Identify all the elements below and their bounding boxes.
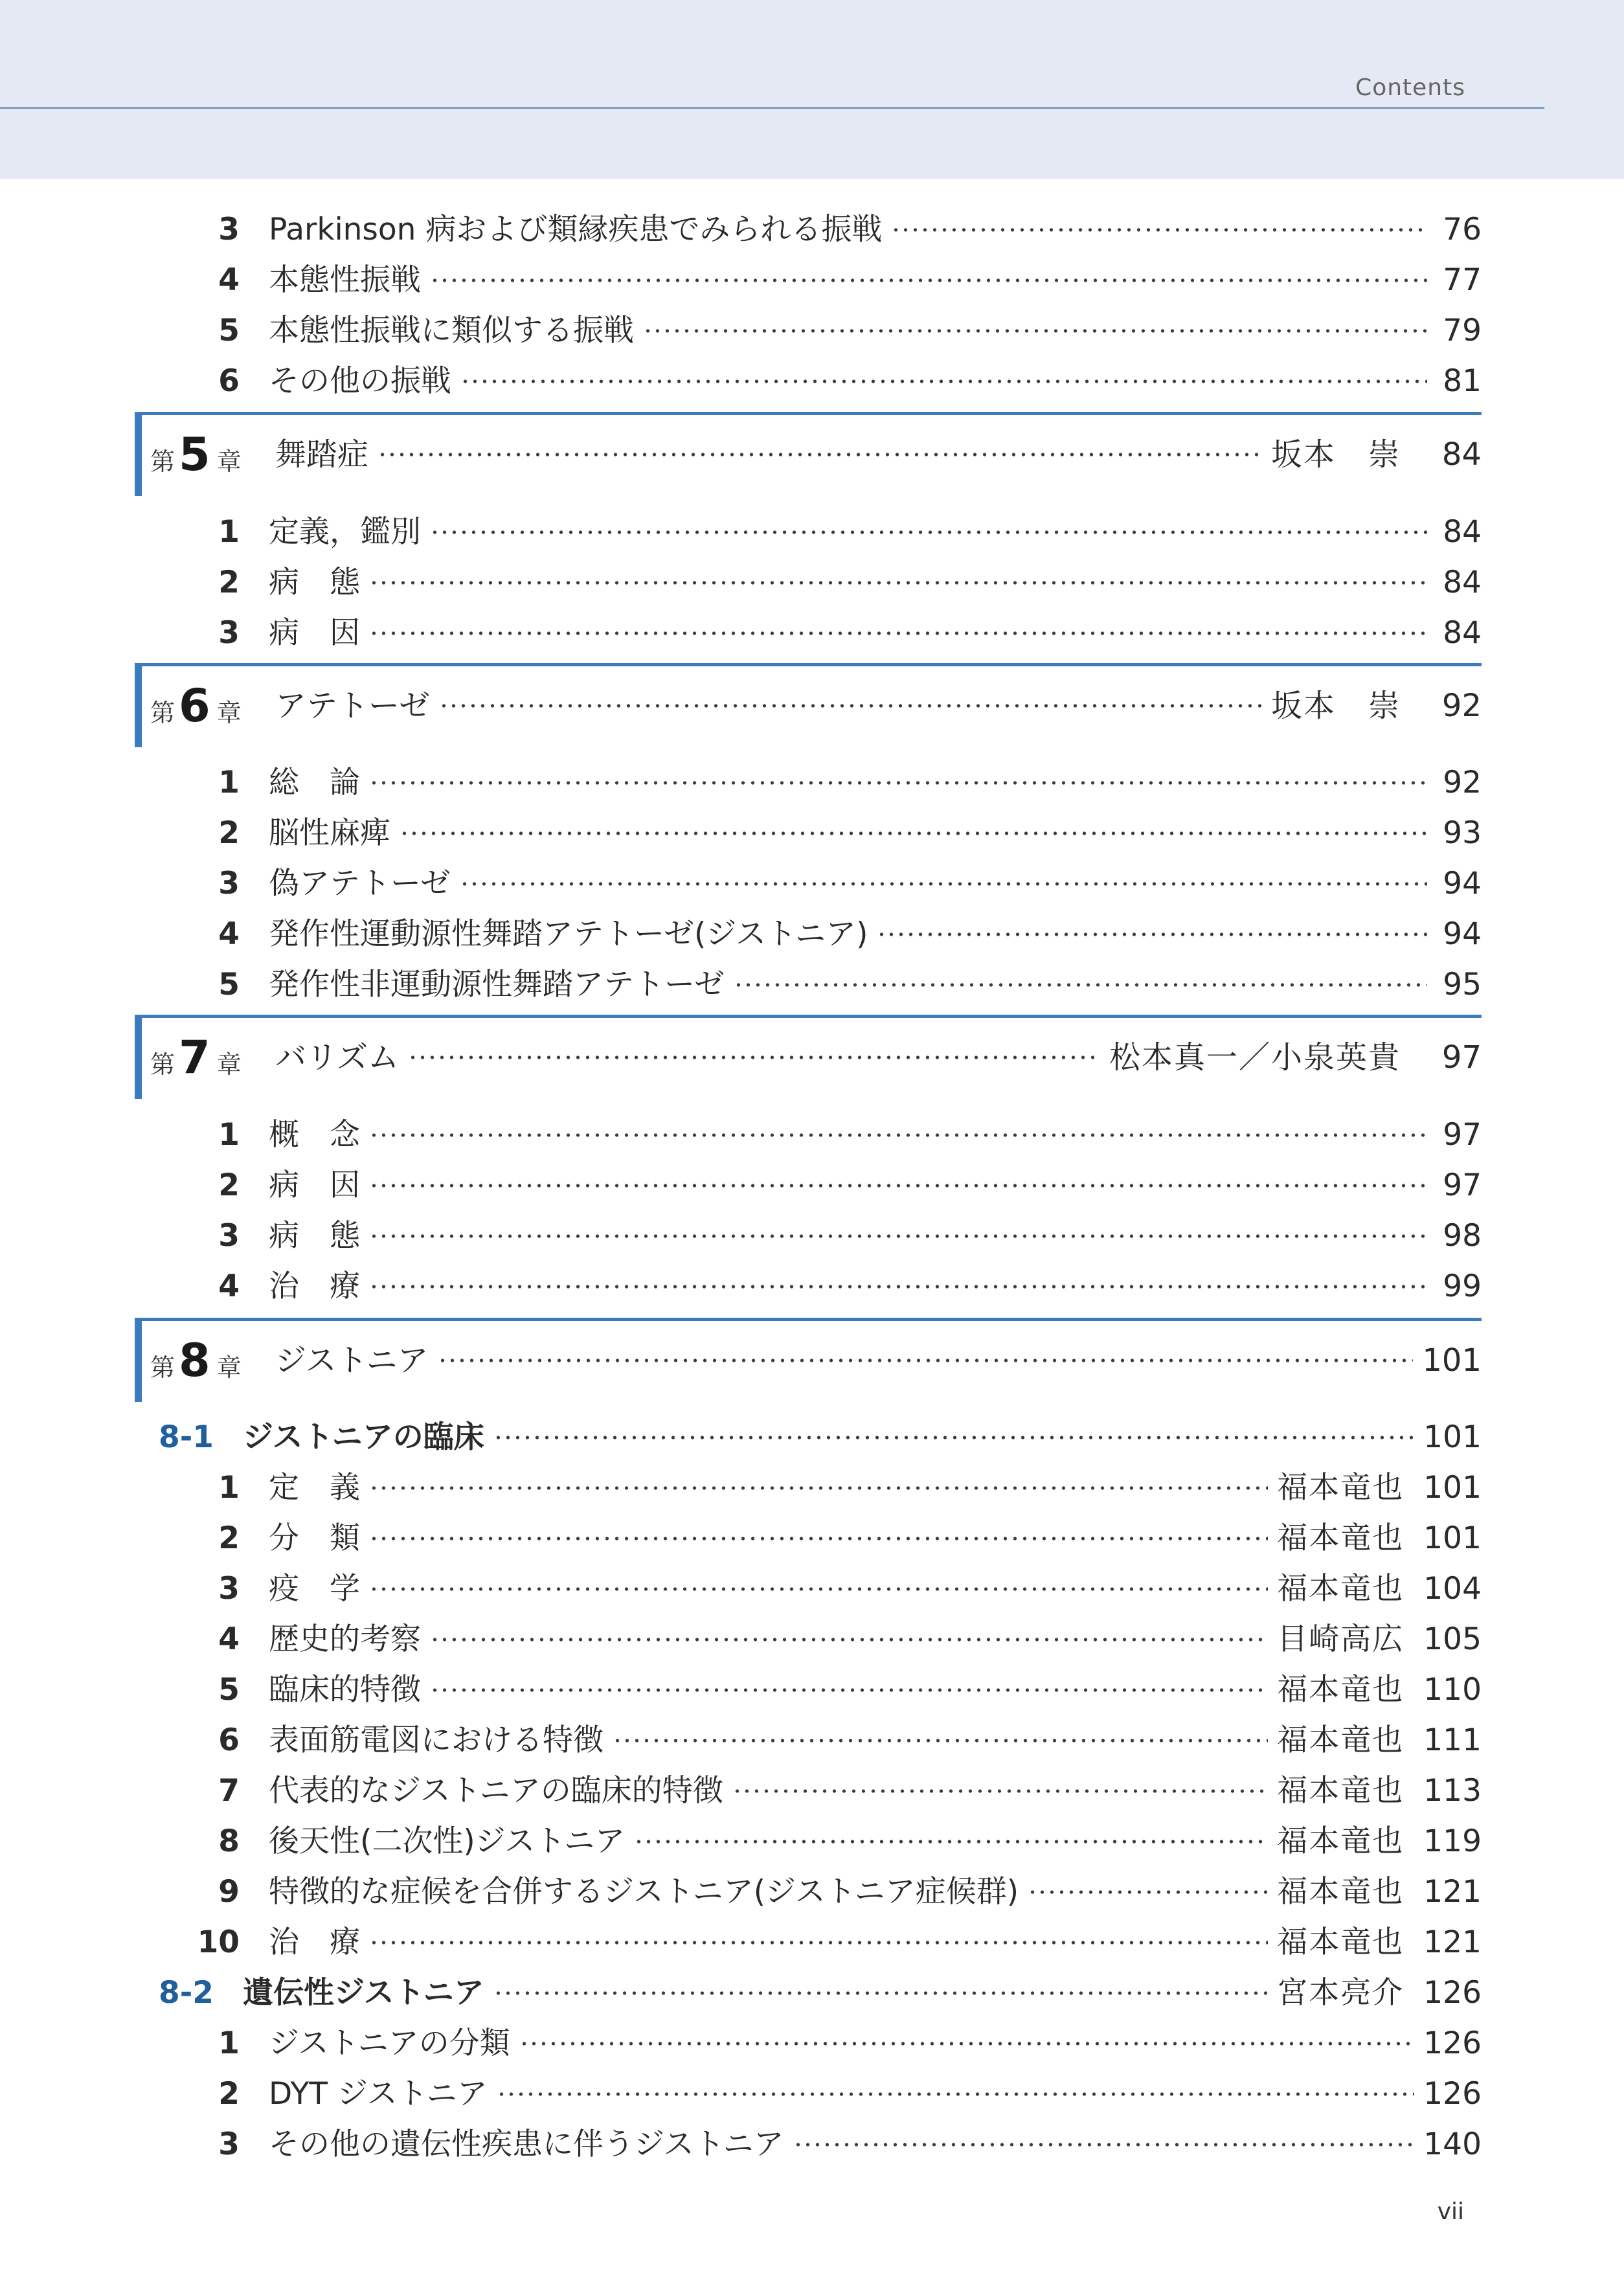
chapter-heading-5[interactable] <box>135 412 1482 496</box>
toc-entry[interactable] <box>0 1867 1624 1917</box>
chapter-prefix: 第 <box>150 447 175 476</box>
chapter-page: 84 <box>1441 436 1482 473</box>
section-heading-8-1[interactable] <box>0 1412 1624 1463</box>
dot-leader <box>732 1766 1269 1816</box>
entry-page: 126 <box>1423 2076 1482 2112</box>
entry-title: その他の遺伝性疾患に伴うジストニア <box>269 2127 784 2162</box>
entry-page: 121 <box>1423 1874 1482 1910</box>
entry-author: 福本竜也 <box>1277 1470 1404 1506</box>
toc-entry[interactable] <box>0 1816 1624 1867</box>
entry-title: DYT ジストニア <box>269 2076 488 2112</box>
entry-title: その他の振戦 <box>269 363 451 399</box>
dot-leader <box>369 608 1427 659</box>
header-rule <box>0 107 1544 109</box>
entry-number: 1 <box>218 1470 240 1506</box>
toc-entry[interactable] <box>0 1917 1624 1968</box>
entry-page: 101 <box>1423 1470 1482 1506</box>
entry-page: 79 <box>1443 313 1482 348</box>
entry-author: 福本竜也 <box>1277 1924 1404 1960</box>
dot-leader <box>519 2018 1415 2069</box>
chapter-suffix: 章 <box>216 699 242 727</box>
toc-entry[interactable] <box>0 1261 1624 1312</box>
entry-page: 94 <box>1443 916 1482 952</box>
entry-title: ジストニアの分類 <box>269 2026 510 2061</box>
entry-author: 福本竜也 <box>1277 1571 1404 1607</box>
chapter-suffix: 章 <box>216 1353 242 1382</box>
toc-entry[interactable] <box>0 1564 1624 1614</box>
entry-page: 98 <box>1443 1218 1482 1254</box>
section-page: 101 <box>1423 1419 1482 1455</box>
entry-page: 111 <box>1423 1722 1482 1758</box>
chapter-row <box>0 681 1624 731</box>
section-heading-8-2[interactable] <box>0 1968 1624 2018</box>
entry-number: 3 <box>218 1218 240 1254</box>
entry-page: 110 <box>1423 1672 1482 1708</box>
dot-leader <box>430 1665 1268 1715</box>
section-number: 8-1 <box>159 1419 214 1455</box>
toc-entry[interactable] <box>0 1160 1624 1211</box>
chapter-heading-6[interactable] <box>135 663 1482 747</box>
entry-author: 福本竜也 <box>1277 1520 1404 1556</box>
entry-number: 2 <box>218 565 240 600</box>
entry-number: 6 <box>218 363 240 399</box>
entry-page: 94 <box>1443 866 1482 901</box>
dot-leader <box>493 1412 1415 1463</box>
dot-leader <box>793 2119 1415 2170</box>
entry-number: 2 <box>218 1520 240 1556</box>
chapter-author: 松本真一／小泉英貴 <box>1109 1039 1401 1076</box>
entry-page: 81 <box>1443 363 1482 399</box>
section-number: 8-2 <box>159 1975 214 2011</box>
entry-number: 2 <box>218 815 240 851</box>
toc-entry[interactable] <box>0 1463 1624 1513</box>
chapter-title: バリズム <box>275 1039 400 1076</box>
chapter-number: 8 <box>179 1334 210 1387</box>
entry-page: 105 <box>1423 1621 1482 1657</box>
entry-number: 3 <box>218 2127 240 2162</box>
entry-author: 福本竜也 <box>1277 1773 1404 1809</box>
entry-page: 97 <box>1443 1117 1482 1153</box>
chapter-page: 97 <box>1441 1039 1482 1076</box>
entry-number: 1 <box>218 1117 240 1153</box>
dot-leader <box>378 429 1262 480</box>
chapter-prefix: 第 <box>150 699 175 727</box>
entry-title: 定義，鑑別 <box>269 514 421 550</box>
entry-page: 119 <box>1423 1823 1482 1859</box>
entry-title: 脳性麻痺 <box>269 815 390 851</box>
entry-title: 後天性(二次性)ジストニア <box>269 1823 626 1859</box>
toc-entry[interactable] <box>0 808 1624 859</box>
entry-title: 概 念 <box>269 1117 360 1153</box>
toc-entry[interactable] <box>0 1766 1624 1816</box>
toc-entry[interactable] <box>0 507 1624 558</box>
chapter-row <box>0 429 1624 480</box>
dot-leader <box>408 1032 1100 1083</box>
entry-page: 76 <box>1443 212 1482 247</box>
dot-leader <box>369 1211 1427 1261</box>
chapter-prefix: 第 <box>150 1050 175 1079</box>
entry-number: 3 <box>218 866 240 901</box>
entry-page: 93 <box>1443 815 1482 851</box>
toc-entry[interactable] <box>0 758 1624 808</box>
entry-page: 140 <box>1423 2127 1482 2162</box>
entry-title: 代表的なジストニアの臨床的特徴 <box>269 1773 723 1809</box>
toc-entry[interactable] <box>0 2018 1624 2069</box>
entry-number: 2 <box>218 1168 240 1203</box>
chapter-number: 6 <box>179 679 210 732</box>
entry-title: 病 態 <box>269 565 360 600</box>
entry-number: 1 <box>218 2026 240 2061</box>
dot-leader <box>613 1715 1268 1766</box>
dot-leader <box>369 1110 1427 1160</box>
toc-entry[interactable] <box>0 356 1624 407</box>
entry-page: 104 <box>1423 1571 1482 1607</box>
entry-author: 福本竜也 <box>1277 1823 1404 1859</box>
entry-title: 病 因 <box>269 1168 360 1203</box>
entry-number: 4 <box>218 262 240 298</box>
entry-number: 7 <box>218 1773 240 1809</box>
chapter-suffix: 章 <box>216 447 242 476</box>
page-number: vii <box>1437 2198 1464 2225</box>
chapter-label <box>150 1032 242 1083</box>
chapter-label <box>150 681 242 731</box>
dot-leader <box>643 306 1427 356</box>
dot-leader <box>369 1917 1268 1968</box>
entry-author: 福本竜也 <box>1277 1722 1404 1758</box>
entry-title: 治 療 <box>269 1269 360 1304</box>
entry-page: 121 <box>1423 1924 1482 1960</box>
entry-number: 5 <box>218 967 240 1002</box>
entry-title: 疫 学 <box>269 1571 360 1607</box>
toc-entry[interactable] <box>0 1614 1624 1665</box>
entry-number: 2 <box>218 2076 240 2112</box>
chapter-row <box>0 1032 1624 1083</box>
dot-leader <box>400 808 1427 859</box>
toc-entry[interactable] <box>0 1513 1624 1564</box>
section-title: 遺伝性ジストニア <box>243 1975 484 2011</box>
chapter-row <box>0 1335 1624 1386</box>
entry-title: 病 態 <box>269 1218 360 1254</box>
chapter-title: 舞踏症 <box>275 436 369 473</box>
entry-page: 92 <box>1443 765 1482 800</box>
dot-leader <box>877 909 1427 960</box>
entry-title: 歴史的考察 <box>269 1621 421 1657</box>
chapter-heading-8[interactable] <box>135 1318 1482 1402</box>
dot-leader <box>438 1335 1414 1386</box>
chapter-prefix: 第 <box>150 1353 175 1382</box>
entry-title: 病 因 <box>269 615 360 651</box>
toc-entry[interactable] <box>0 205 1624 255</box>
entry-number: 5 <box>218 313 240 348</box>
entry-author: 福本竜也 <box>1277 1672 1404 1708</box>
toc-entry[interactable] <box>0 558 1624 608</box>
dot-leader <box>369 1564 1268 1614</box>
chapter-title: アテトーゼ <box>275 688 431 724</box>
dot-leader <box>634 1816 1268 1867</box>
entry-title: 定 義 <box>269 1470 360 1506</box>
dot-leader <box>497 2069 1415 2119</box>
toc-entry[interactable] <box>0 1211 1624 1261</box>
chapter-label <box>150 1335 242 1386</box>
entry-number: 8 <box>218 1823 240 1859</box>
entry-title: 分 類 <box>269 1520 360 1556</box>
entry-title: 発作性非運動源性舞踏アテトーゼ <box>269 967 725 1002</box>
entry-title: 本態性振戦 <box>269 262 421 298</box>
dot-leader <box>430 255 1427 306</box>
entry-page: 95 <box>1443 967 1482 1002</box>
entry-page: 101 <box>1423 1520 1482 1556</box>
dot-leader <box>369 558 1427 608</box>
toc-entry[interactable] <box>0 2119 1624 2170</box>
chapter-author: 坂本 崇 <box>1270 436 1401 473</box>
toc-entry[interactable] <box>0 859 1624 909</box>
entry-page: 126 <box>1423 2026 1482 2061</box>
entry-page: 99 <box>1443 1269 1482 1304</box>
entry-title: Parkinson 病および類縁疾患でみられる振戦 <box>269 212 883 247</box>
toc-entry[interactable] <box>0 1665 1624 1715</box>
toc-entry[interactable] <box>0 909 1624 960</box>
entry-number: 1 <box>218 514 240 550</box>
entry-title: 特徴的な症候を合併するジストニア(ジストニア症候群) <box>269 1874 1019 1910</box>
dot-leader <box>430 1614 1268 1665</box>
running-title: Contents <box>1355 74 1465 101</box>
entry-number: 3 <box>218 615 240 651</box>
toc-entry[interactable] <box>0 608 1624 659</box>
toc-entry[interactable] <box>0 960 1624 1010</box>
dot-leader <box>369 1160 1427 1211</box>
dot-leader <box>369 758 1427 808</box>
entry-title: 臨床的特徴 <box>269 1672 421 1708</box>
dot-leader <box>734 960 1427 1010</box>
entry-number: 10 <box>197 1924 240 1960</box>
chapter-author: 坂本 崇 <box>1270 688 1401 724</box>
entry-title: 総 論 <box>269 765 360 800</box>
entry-number: 3 <box>218 1571 240 1607</box>
toc-entry[interactable] <box>0 255 1624 306</box>
toc-entry[interactable] <box>0 2069 1624 2119</box>
dot-leader <box>1028 1867 1268 1917</box>
toc-entry[interactable] <box>0 306 1624 356</box>
chapter-page: 101 <box>1422 1342 1482 1379</box>
dot-leader <box>369 1513 1268 1564</box>
toc-entry[interactable] <box>0 1715 1624 1766</box>
chapter-heading-7[interactable] <box>135 1015 1482 1099</box>
entry-title: 表面筋電図における特徴 <box>269 1722 603 1758</box>
entry-title: 治 療 <box>269 1924 360 1960</box>
entry-page: 113 <box>1423 1773 1482 1809</box>
section-title: ジストニアの臨床 <box>243 1419 484 1455</box>
header-band <box>0 0 1624 179</box>
entry-number: 3 <box>218 212 240 247</box>
section-author: 宮本亮介 <box>1277 1975 1404 2011</box>
chapter-label <box>150 429 242 480</box>
entry-number: 4 <box>218 1621 240 1657</box>
chapter-title: ジストニア <box>275 1342 429 1379</box>
entry-title: 発作性運動源性舞踏アテトーゼ(ジストニア) <box>269 916 868 952</box>
entry-author: 目崎高広 <box>1277 1621 1404 1657</box>
dot-leader <box>460 859 1427 909</box>
dot-leader <box>460 356 1427 407</box>
entry-number: 9 <box>218 1874 240 1910</box>
entry-title: 偽アテトーゼ <box>269 866 451 901</box>
chapter-page: 92 <box>1441 688 1482 724</box>
section-page: 126 <box>1423 1975 1482 2011</box>
dot-leader <box>439 681 1262 731</box>
entry-page: 84 <box>1443 514 1482 550</box>
entry-page: 84 <box>1443 565 1482 600</box>
entry-number: 6 <box>218 1722 240 1758</box>
entry-author: 福本竜也 <box>1277 1874 1404 1910</box>
chapter-number: 5 <box>179 428 210 481</box>
entry-page: 84 <box>1443 615 1482 651</box>
dot-leader <box>891 205 1427 255</box>
toc-entry[interactable] <box>0 1110 1624 1160</box>
entry-number: 4 <box>218 1269 240 1304</box>
entry-title: 本態性振戦に類似する振戦 <box>269 313 634 348</box>
entry-page: 77 <box>1443 262 1482 298</box>
dot-leader <box>369 1463 1268 1513</box>
entry-page: 97 <box>1443 1168 1482 1203</box>
entry-number: 5 <box>218 1672 240 1708</box>
dot-leader <box>430 507 1427 558</box>
dot-leader <box>493 1968 1269 2018</box>
entry-number: 1 <box>218 765 240 800</box>
dot-leader <box>369 1261 1427 1312</box>
entry-number: 4 <box>218 916 240 952</box>
chapter-suffix: 章 <box>216 1050 242 1079</box>
chapter-number: 7 <box>179 1031 210 1084</box>
